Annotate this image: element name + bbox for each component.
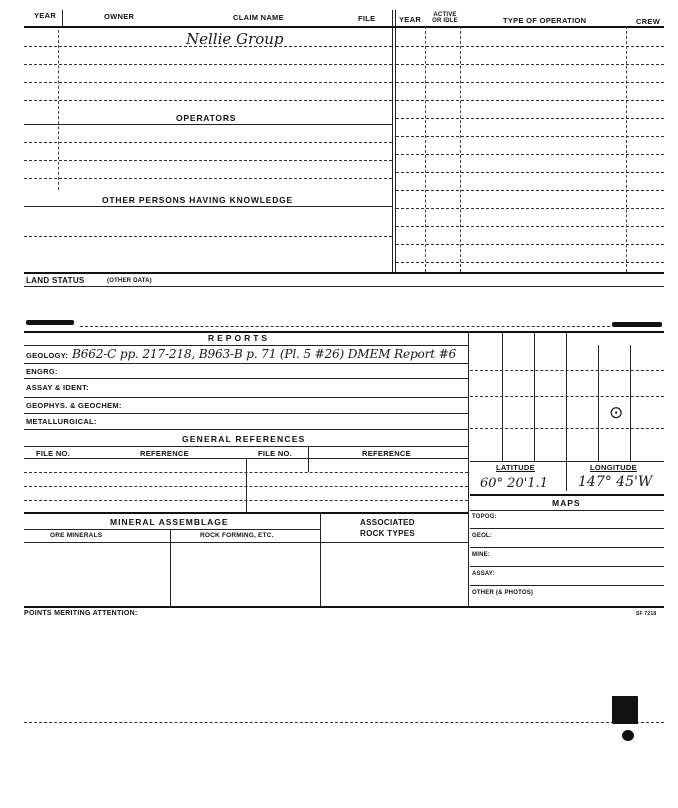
header-active-idle: ACTIVE OR IDLE	[432, 12, 458, 24]
header-file: FILE	[358, 14, 376, 23]
mineral-divider	[320, 512, 321, 606]
land-status-rule	[24, 286, 664, 287]
land-status-sub: (OTHER DATA)	[107, 278, 152, 284]
metallurgical-label: METALLURGICAL:	[26, 417, 97, 426]
row-line	[24, 64, 392, 65]
col-rule-main	[392, 10, 393, 272]
reports-title: REPORTS	[208, 333, 271, 343]
bottom-dash-line	[24, 722, 664, 723]
gen-ref-reference-1: REFERENCE	[140, 449, 189, 458]
ink-smudge	[612, 322, 662, 327]
other-persons-label: OTHER PERSONS HAVING KNOWLEDGE	[102, 195, 294, 205]
row-line	[24, 100, 392, 101]
reports-bottom-rule	[24, 606, 664, 608]
claim-name-entry: Nellie Group	[186, 30, 284, 48]
col-rule-year	[58, 30, 59, 190]
gen-ref-row	[24, 486, 468, 487]
mineral-assemblage-title: MINERAL ASSEMBLAGE	[110, 517, 229, 527]
grid-row	[470, 428, 664, 429]
header-rule	[24, 26, 664, 28]
header-crew: CREW	[636, 17, 661, 26]
op-row-line	[396, 244, 664, 245]
claims-bottom-rule	[24, 272, 664, 274]
maps-assay: ASSAY:	[472, 571, 495, 577]
form-number: SF 7218	[636, 611, 657, 617]
hole-punch	[622, 730, 634, 741]
row-line	[24, 160, 392, 161]
report-row-rule	[24, 397, 468, 398]
associated-label: ASSOCIATED	[360, 518, 415, 527]
geology-value: B662-C pp. 217-218, B963-B p. 71 (Pl. 5 #26) DMEM Report #6	[72, 346, 457, 361]
header-owner: OWNER	[104, 12, 135, 21]
gen-ref-file-no-2: FILE NO.	[258, 449, 293, 458]
geophys-label: GEOPHYS. & GEOCHEM:	[26, 401, 122, 410]
op-row-line	[396, 136, 664, 137]
header-year-ops: YEAR	[399, 15, 422, 24]
maps-mine: MINE:	[472, 552, 490, 558]
col-rule-active	[425, 26, 426, 272]
rock-types-label: ROCK TYPES	[360, 529, 416, 538]
gen-ref-col-divider	[308, 446, 309, 472]
maps-geol: GEOL:	[472, 533, 492, 539]
op-row-line	[396, 64, 664, 65]
gen-ref-rule	[24, 446, 468, 447]
grid-line	[630, 345, 631, 461]
header-type-of-operation: TYPE OF OPERATION	[503, 16, 587, 25]
operators-label: OPERATORS	[176, 113, 237, 123]
reports-top-rule	[24, 331, 664, 333]
row-line	[24, 178, 392, 179]
op-row-line	[396, 82, 664, 83]
rock-forming-label: ROCK FORMING, ETC.	[200, 532, 274, 539]
ore-rock-divider	[170, 529, 171, 606]
latlong-top-rule	[470, 461, 664, 462]
report-row-rule	[24, 378, 468, 379]
ink-smudge	[26, 320, 74, 325]
grid-row	[470, 396, 664, 397]
row-line	[24, 82, 392, 83]
assay-label: ASSAY & IDENT:	[26, 383, 89, 392]
op-row-line	[396, 190, 664, 191]
col-rule-crew	[626, 26, 627, 272]
gen-ref-mid-divider	[246, 458, 247, 512]
grid-line	[598, 345, 599, 461]
maps-row-rule	[470, 528, 664, 529]
op-row-line	[396, 172, 664, 173]
header-year: YEAR	[34, 11, 57, 20]
row-line	[24, 46, 392, 47]
gen-ref-row	[24, 472, 468, 473]
maps-title-rule	[470, 510, 664, 511]
points-meriting-label: POINTS MERITING ATTENTION:	[24, 610, 138, 617]
operators-rule	[24, 124, 392, 125]
report-row-rule	[24, 429, 468, 430]
maps-row-rule	[470, 585, 664, 586]
latitude-value: 60° 20'1.1	[480, 476, 548, 491]
latitude-label: LATITUDE	[496, 463, 535, 472]
op-row-line	[396, 154, 664, 155]
op-row-line	[396, 262, 664, 263]
op-row-line	[396, 208, 664, 209]
op-row-line	[396, 46, 664, 47]
general-references-title: GENERAL REFERENCES	[182, 434, 306, 444]
maps-row-rule	[470, 566, 664, 567]
col-rule-type	[460, 26, 461, 272]
col-rule-main-2	[395, 10, 396, 272]
geology-label: GEOLOGY:	[26, 351, 69, 360]
location-marker-icon: ⊙	[609, 403, 624, 423]
maps-row-rule	[470, 547, 664, 548]
maps-other: OTHER (& PHOTOS)	[472, 590, 534, 596]
longitude-label: LONGITUDE	[590, 463, 637, 472]
mineral-title-rule	[24, 529, 320, 530]
gen-ref-bottom-rule	[24, 512, 468, 514]
op-row-line	[396, 100, 664, 101]
maps-topog: TOPOG:	[472, 514, 497, 520]
report-row-rule	[24, 363, 468, 364]
gen-ref-reference-2: REFERENCE	[362, 449, 411, 458]
reports-right-divider	[468, 331, 469, 606]
report-row-rule	[24, 413, 468, 414]
op-row-line	[396, 226, 664, 227]
section-dash	[80, 326, 610, 327]
land-status-label: LAND STATUS	[26, 276, 85, 285]
col-rule	[62, 10, 63, 26]
op-row-line	[396, 118, 664, 119]
header-claim-name: CLAIM NAME	[233, 13, 284, 22]
row-line	[24, 142, 392, 143]
grid-line	[566, 331, 567, 491]
longitude-value: 147° 45'W	[578, 474, 653, 490]
latlong-bottom-rule	[470, 494, 664, 496]
maps-title: MAPS	[552, 498, 581, 508]
engrg-label: ENGRG:	[26, 367, 58, 376]
other-persons-rule	[24, 206, 392, 207]
row-line	[24, 236, 392, 237]
ink-mark	[612, 696, 638, 724]
gen-ref-file-no-1: FILE NO.	[36, 449, 71, 458]
gen-ref-row	[24, 500, 468, 501]
ore-minerals-label: ORE MINERALS	[50, 532, 103, 539]
grid-row	[470, 370, 664, 371]
mineral-header-rule	[24, 542, 468, 543]
